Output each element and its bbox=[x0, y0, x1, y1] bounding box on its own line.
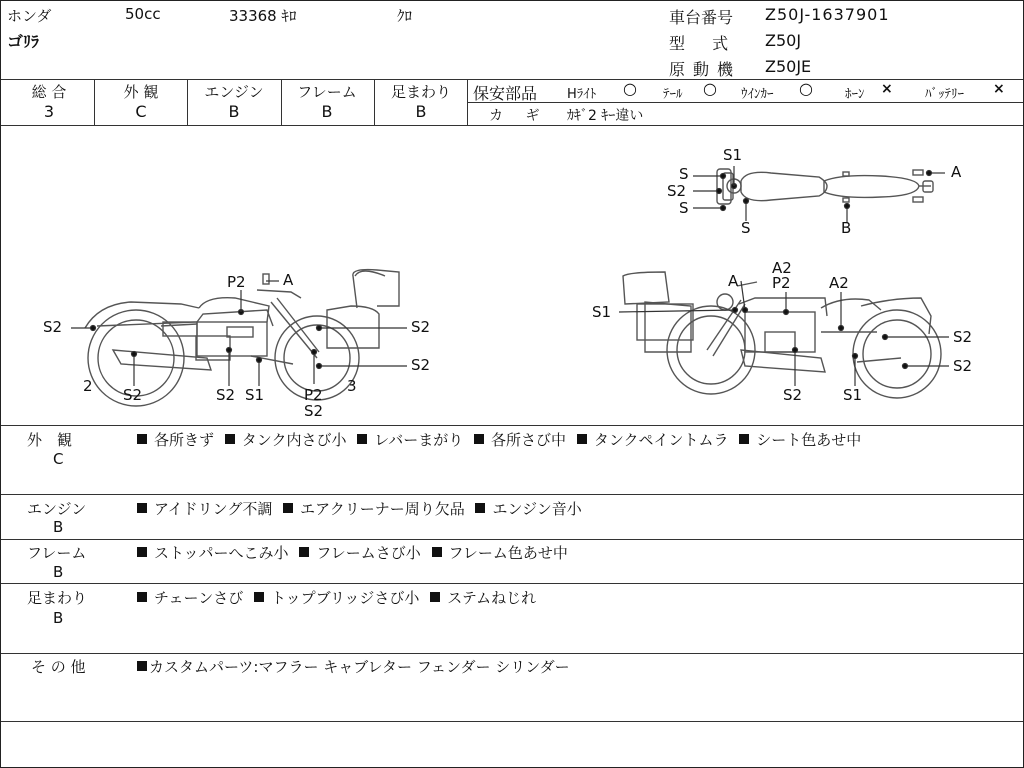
diagram-label: S bbox=[741, 219, 751, 237]
section-label-other: そ の 他 bbox=[31, 658, 86, 676]
diagram-label: P2 bbox=[227, 273, 246, 291]
key-value: ｶｷﾞ2 ｷｰ違い bbox=[567, 108, 644, 124]
suspension-grade-label: 足まわり bbox=[390, 83, 451, 101]
section-label-exterior: 外 観 bbox=[27, 431, 73, 449]
section-grade-engine: B bbox=[53, 518, 64, 536]
overall-grade: 3 bbox=[43, 102, 55, 121]
note-item: アイドリング不調 bbox=[137, 500, 272, 518]
headlight-status: ○ bbox=[623, 79, 637, 98]
marker-points bbox=[71, 166, 949, 386]
engine-grade-label: エンジン bbox=[204, 83, 264, 101]
diagram-label: S2 bbox=[411, 318, 431, 336]
section-grade-suspension: B bbox=[53, 609, 64, 627]
section-label-engine: エンジン bbox=[27, 500, 87, 518]
diagram-label: S2 bbox=[216, 386, 236, 404]
note-item: タンクペイントムラ bbox=[577, 431, 729, 449]
engine-notes bbox=[137, 498, 588, 519]
diagram-label: B bbox=[841, 219, 852, 237]
engine-grade: B bbox=[228, 102, 240, 121]
diagram-label: S2 bbox=[783, 386, 803, 404]
section-label-suspension: 足まわり bbox=[27, 589, 88, 607]
note-item: レバーまがり bbox=[357, 431, 463, 449]
diagram-label: S1 bbox=[592, 303, 612, 321]
diagram-label: 2 bbox=[83, 377, 93, 395]
top-view-bike-icon bbox=[717, 169, 933, 204]
engine-model: Z50JE bbox=[765, 57, 812, 76]
key-label: カ ギ bbox=[489, 108, 540, 124]
diagram-label: S1 bbox=[723, 146, 743, 164]
safety-parts-label: 保安部品 bbox=[473, 84, 538, 103]
diagram-label: S bbox=[679, 199, 689, 217]
horn-label: ﾎｰﾝ bbox=[845, 87, 865, 102]
diagram-label: A2 bbox=[772, 259, 792, 277]
horn-status: × bbox=[881, 81, 893, 97]
diagram-label: S2 bbox=[304, 402, 324, 420]
frame-grade: B bbox=[321, 102, 333, 121]
damage-diagram bbox=[1, 126, 1023, 426]
engine-label: 原動機 bbox=[669, 60, 742, 79]
diagram-label: A bbox=[728, 272, 739, 290]
diagram-label: S2 bbox=[953, 357, 973, 375]
diagram-label: P2 bbox=[772, 274, 791, 292]
type-label: 型 式 bbox=[669, 34, 729, 53]
body-color: ｸﾛ bbox=[397, 7, 413, 25]
note-item: エンジン音小 bbox=[475, 500, 581, 518]
battery-label: ﾊﾞｯﾃﾘｰ bbox=[925, 87, 964, 102]
note-item: エアクリーナー周り欠品 bbox=[283, 500, 465, 518]
diagram-label: A bbox=[283, 271, 294, 289]
diagram-label: S2 bbox=[43, 318, 63, 336]
other-notes bbox=[137, 656, 576, 677]
taillight-status: ○ bbox=[703, 79, 717, 98]
section-label-frame: フレーム bbox=[27, 544, 87, 562]
note-item: ステムねじれ bbox=[430, 589, 536, 607]
model-type: Z50J bbox=[765, 31, 802, 50]
diagram-label: S2 bbox=[123, 386, 143, 404]
frame-number-label: 車台番号 bbox=[669, 8, 734, 27]
model-name: ゴﾘﾗ bbox=[7, 32, 40, 51]
diagram-label: S bbox=[679, 165, 689, 183]
exterior-label: 外 観 bbox=[123, 83, 159, 101]
section-grade-exterior: C bbox=[53, 450, 64, 468]
note-item: 各所きず bbox=[137, 431, 214, 449]
note-item: シート色あせ中 bbox=[739, 431, 861, 449]
diagram-label: S2 bbox=[667, 182, 687, 200]
taillight-label: ﾃｰﾙ bbox=[663, 87, 683, 102]
diagram-label: S1 bbox=[843, 386, 863, 404]
frame-notes bbox=[137, 542, 574, 563]
mileage: 33368 ｷﾛ bbox=[229, 7, 297, 25]
diagram-label: S2 bbox=[953, 328, 973, 346]
diagram-label: A bbox=[951, 163, 962, 181]
frame-grade-label: フレーム bbox=[297, 83, 357, 101]
winker-label: ｳｲﾝｶｰ bbox=[741, 87, 774, 102]
diagram-label: 3 bbox=[347, 377, 357, 395]
overall-label: 総 合 bbox=[31, 83, 67, 101]
exterior-grade: C bbox=[135, 102, 147, 121]
diagram-label: S1 bbox=[245, 386, 265, 404]
suspension-notes bbox=[137, 587, 542, 608]
battery-status: × bbox=[993, 81, 1005, 97]
winker-status: ○ bbox=[799, 79, 813, 98]
headlight-label: Hﾗｲﾄ bbox=[567, 87, 597, 102]
displacement: 50cc bbox=[125, 5, 161, 23]
note-item: フレーム色あせ中 bbox=[432, 544, 568, 562]
diagram-label: A2 bbox=[829, 274, 849, 292]
note-item: トップブリッジさび小 bbox=[254, 589, 419, 607]
note-item: タンク内さび小 bbox=[225, 431, 347, 449]
note-item: フレームさび小 bbox=[299, 544, 420, 562]
note-item: カスタムパーツ:マフラー キャブレター フェンダー シリンダー bbox=[137, 658, 570, 676]
diagram-label: S2 bbox=[411, 356, 431, 374]
maker: ホンダ bbox=[7, 7, 52, 25]
note-item: ストッパーへこみ小 bbox=[137, 544, 289, 562]
diagram-label: P2 bbox=[304, 386, 323, 404]
section-grade-frame: B bbox=[53, 563, 64, 581]
frame-number: Z50J-1637901 bbox=[765, 5, 890, 24]
note-item: チェーンさび bbox=[137, 589, 243, 607]
note-item: 各所さび中 bbox=[474, 431, 566, 449]
exterior-notes bbox=[137, 429, 867, 450]
suspension-grade: B bbox=[415, 102, 427, 121]
